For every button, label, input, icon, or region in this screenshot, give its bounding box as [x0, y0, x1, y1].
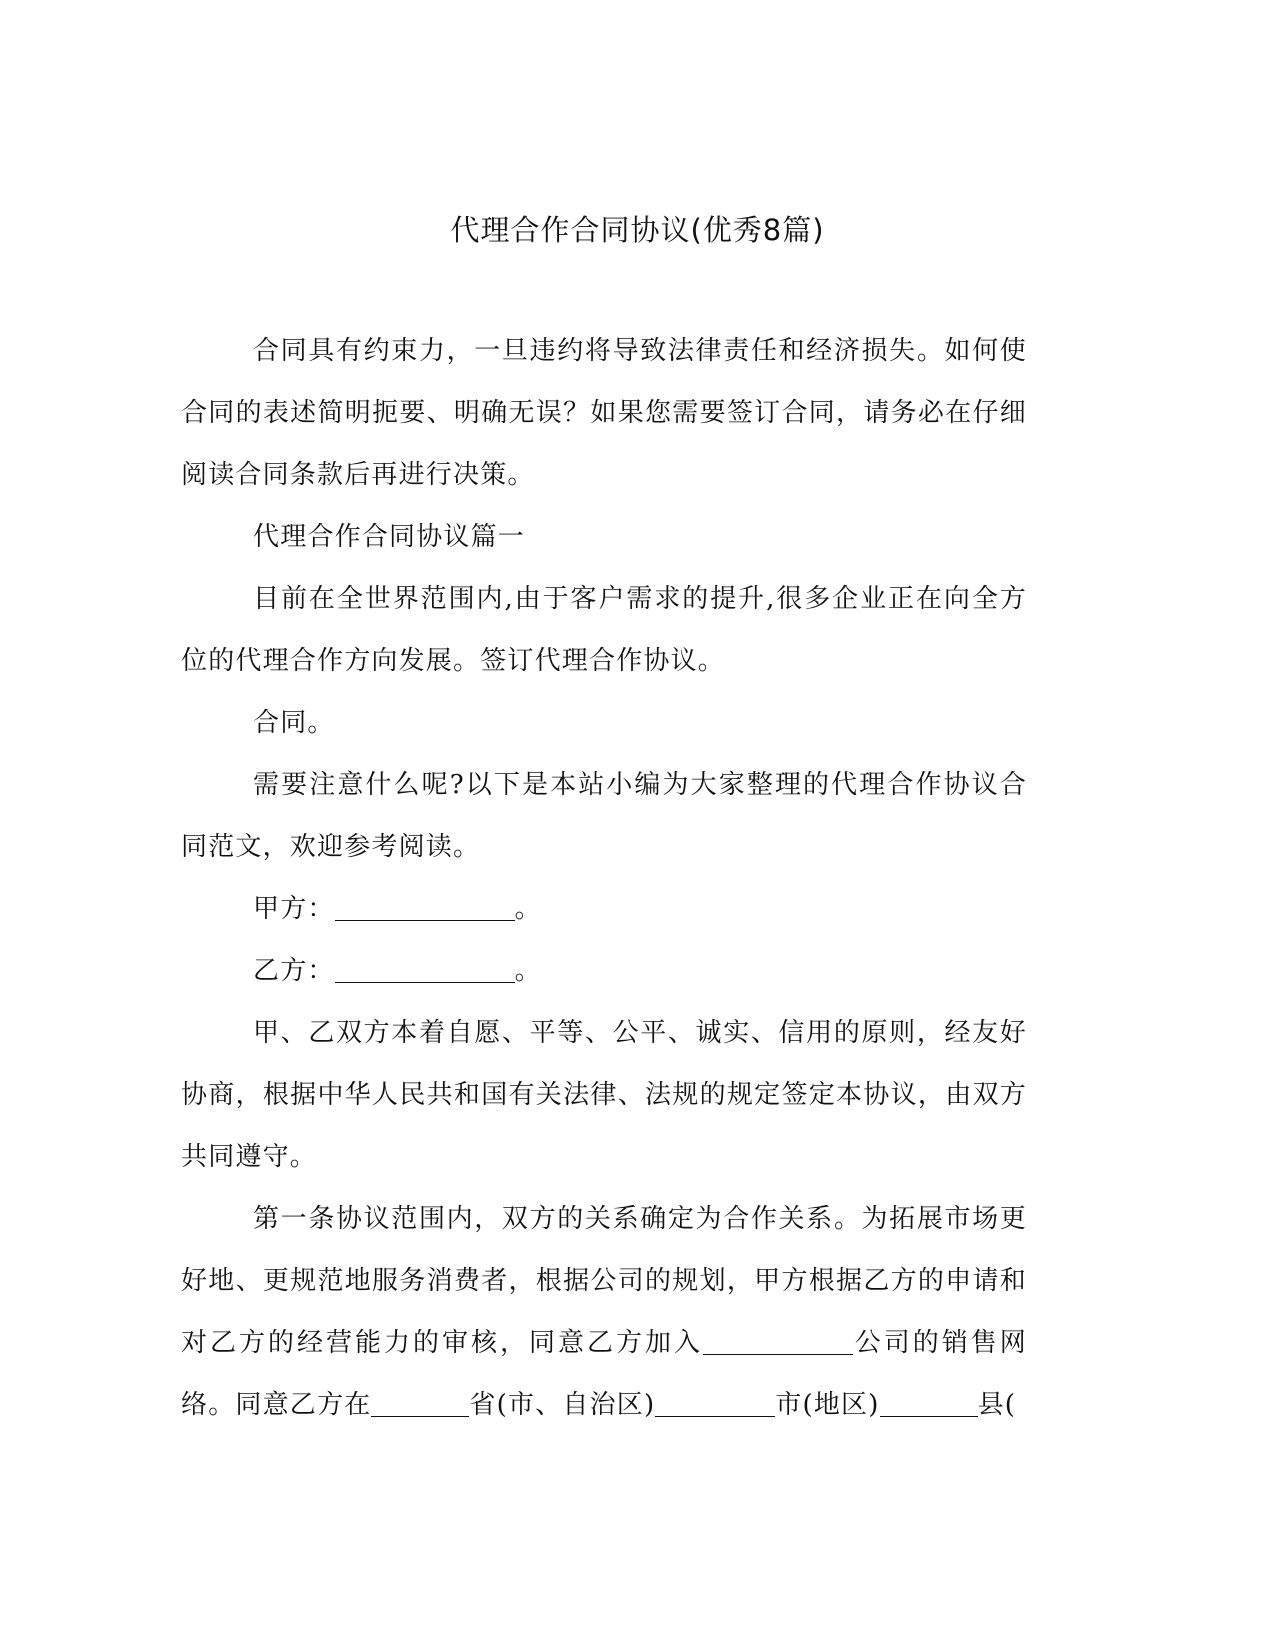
county-blank[interactable] [880, 1386, 978, 1417]
party-a-label: 甲方： [253, 894, 335, 924]
article-one-text-1: 第一条协议范围内，双方的关系确定为合作关系。为拓展市场更好地、更规范地服务消费者，根据公司的规划，甲方根据乙方的申请和对乙方的经营能力的审核，同意乙方加入 [181, 1204, 1027, 1358]
party-a-blank[interactable] [335, 890, 515, 921]
party-a-line [181, 878, 1027, 940]
principles-paragraph: 甲、乙双方本着自愿、平等、公平、诚实、信用的原则，经友好协商，根据中华人民共和国有关法律、法规的规定签定本协议，由双方共同遵守。 [181, 1018, 1027, 1172]
article-one-paragraph [181, 1188, 1027, 1436]
party-b-line [181, 940, 1027, 1002]
party-b-end: 。 [514, 956, 542, 986]
city-blank[interactable] [655, 1386, 775, 1417]
background-paragraph: 目前在全世界范围内,由于客户需求的提升,很多企业正在向全方位的代理合作方向发展。签订代理合作协议。 [181, 584, 1027, 676]
article-one-text-3: 省(市、自治区) [469, 1390, 656, 1420]
article-one-text-4: 市(地区) [775, 1390, 880, 1420]
party-a-end: 。 [514, 894, 542, 924]
province-blank[interactable] [371, 1386, 469, 1417]
notice-paragraph: 需要注意什么呢?以下是本站小编为大家整理的代理合作协议合同范文，欢迎参考阅读。 [181, 770, 1027, 862]
contract-word-paragraph: 合同。 [253, 708, 335, 738]
document-body [181, 320, 1027, 1436]
article-one-text-5: 县( [977, 1390, 1017, 1420]
company-name-blank[interactable] [703, 1324, 853, 1355]
document-title: 代理合作合同协议(优秀8篇) [450, 213, 825, 247]
article-one-text-2: 公司的销售网络。同意乙方在 [181, 1328, 1027, 1420]
party-b-label: 乙方： [253, 956, 335, 986]
intro-paragraph: 合同具有约束力，一旦违约将导致法律责任和经济损失。如何使合同的表述简明扼要、明确无误？如果您需要签订合同，请务必在仔细阅读合同条款后再进行决策。 [181, 336, 1027, 490]
section-heading: 代理合作合同协议篇一 [253, 522, 526, 552]
party-b-blank[interactable] [335, 952, 515, 983]
